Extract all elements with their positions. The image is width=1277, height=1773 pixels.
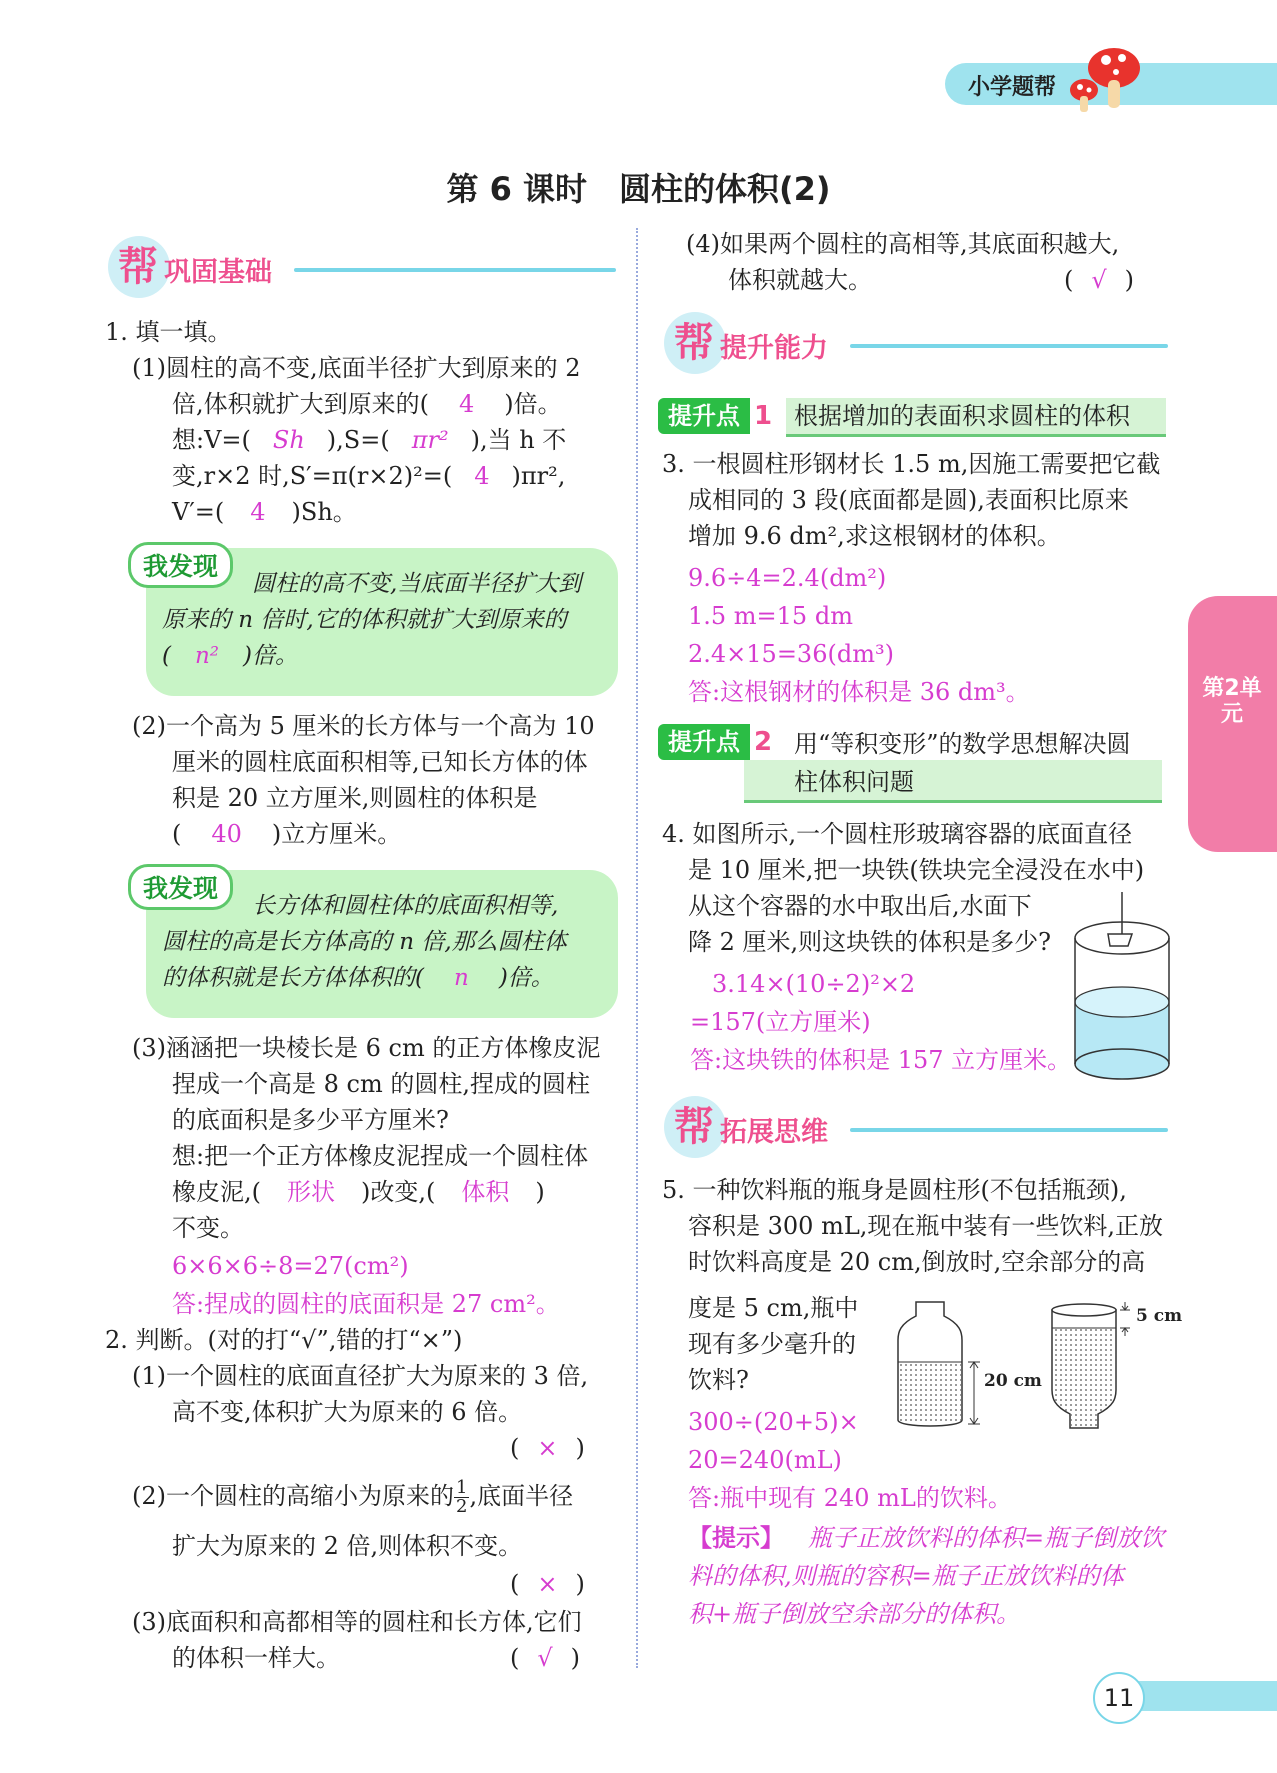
discovery-line: 的体积就是长方体体积的( n )倍。: [162, 965, 554, 991]
discovery-label: 我发现: [128, 542, 233, 588]
discovery-line: 长方体和圆柱体的底面积相等,: [252, 893, 559, 919]
glass-container-icon: [1070, 890, 1174, 1080]
judge-mark: √: [537, 1644, 553, 1672]
section-header-improve: [664, 312, 1168, 374]
page-number: 11: [1093, 1672, 1145, 1724]
discovery-line: 圆柱的高不变,当底面半径扩大到: [252, 571, 582, 597]
section-title: 拓展思维: [720, 1117, 828, 1148]
q1-3-line1: (3)涵涵把一块棱长是 6 cm 的正方体橡皮泥: [132, 1034, 601, 1062]
bang-icon: 帮: [674, 1104, 714, 1150]
q4-line4: 降 2 厘米,则这块铁的体积是多少?: [688, 928, 1052, 956]
q1-heading: 1. 填一填。: [105, 318, 232, 346]
section-rule: [850, 344, 1168, 348]
q2-1-line1: (1)一个圆柱的底面直径扩大为原来的 3 倍,: [132, 1362, 589, 1390]
tip-number: 2: [754, 727, 773, 757]
q2-2-line1: (2)一个圆柱的高缩小为原来的 $\frac{1}{2}$ ,底面半径: [132, 1477, 574, 1517]
q2-4-mark: ( √ ): [1064, 266, 1135, 294]
section-header-expand: [664, 1096, 1168, 1158]
bottle-label-5cm: 5 cm: [1136, 1306, 1183, 1326]
judge-mark: ×: [537, 1434, 558, 1462]
answer: 形状: [287, 1178, 335, 1206]
q5-hint-line2: 料的体积,则瓶的容积=瓶子正放饮料的体: [688, 1562, 1124, 1590]
discovery-label: 我发现: [128, 864, 233, 910]
q1-3-line4: 想:把一个正方体橡皮泥捏成一个圆柱体: [172, 1142, 589, 1170]
answer: 4: [474, 462, 490, 490]
section-header-consolidate: [108, 236, 616, 298]
q3-line3: 增加 9.6 dm²,求这根钢材的体积。: [688, 522, 1061, 550]
brand-name: 小学题帮: [968, 75, 1057, 100]
q1-1-line2: 倍,体积就扩大到原来的( 4 )倍。: [172, 390, 562, 418]
q1-2-line2: 厘米的圆柱底面积相等,已知长方体的体: [172, 748, 588, 776]
q3-calc1: 9.6÷4=2.4(dm²): [688, 564, 887, 592]
q3-answer: 答:这根钢材的体积是 36 dm³。: [688, 678, 1030, 706]
q1-3-line5: 橡皮泥,( 形状 )改变,( 体积 ): [172, 1178, 545, 1206]
q1-2-line1: (2)一个高为 5 厘米的长方体与一个高为 10: [132, 712, 595, 740]
tip-point-1: [658, 398, 1166, 436]
judge-mark: ×: [537, 1570, 558, 1598]
q3-line1: 3. 一根圆柱形钢材长 1.5 m,因施工需要把它截: [662, 450, 1161, 478]
discovery-line: ( n² )倍。: [162, 643, 299, 669]
tip-point-2: [658, 724, 1168, 802]
q4-calc1: 3.14×(10÷2)²×2: [712, 970, 916, 998]
q4-answer: 答:这块铁的体积是 157 立方厘米。: [690, 1046, 1072, 1074]
q1-2-line4: ( 40 )立方厘米。: [172, 820, 402, 848]
q3-calc3: 2.4×15=36(dm³): [688, 640, 894, 668]
answer: Sh: [272, 426, 305, 454]
answer: πr²: [411, 426, 449, 454]
q2-3-mark: ( √ ): [510, 1644, 581, 1672]
answer: 40: [211, 820, 242, 848]
tip-number: 1: [754, 401, 773, 431]
q2-4-line1: (4)如果两个圆柱的高相等,其底面积越大,: [686, 230, 1120, 258]
bang-icon: 帮: [118, 244, 158, 290]
fraction: $\frac{1}{2}$: [456, 1477, 468, 1517]
q5-line2: 容积是 300 mL,现在瓶中装有一些饮料,正放: [688, 1212, 1164, 1240]
section-title: 巩固基础: [164, 257, 272, 288]
q5-answer: 答:瓶中现有 240 mL的饮料。: [688, 1484, 1012, 1512]
q1-3-answer: 答:捏成的圆柱的底面积是 27 cm²。: [172, 1290, 560, 1318]
column-divider: [636, 228, 638, 1668]
q1-1-line4: 变,r×2 时,S′=π(r×2)²=( 4 )πr²,: [172, 462, 566, 490]
q5-calc2: 20=240(mL): [688, 1446, 842, 1474]
q2-4-line2: 体积就越大。: [728, 266, 872, 294]
q4-line1: 4. 如图所示,一个圆柱形玻璃容器的底面直径: [662, 820, 1133, 848]
q1-1-line1: (1)圆柱的高不变,底面半径扩大到原来的 2: [132, 354, 581, 382]
q2-2-mark: ( × ): [510, 1570, 585, 1598]
q2-heading: 2. 判断。(对的打“√”,错的打“×”): [105, 1326, 463, 1354]
q5-line6: 饮料?: [688, 1366, 749, 1394]
q4-calc2: =157(立方厘米): [690, 1008, 871, 1036]
q5-line5: 现有多少毫升的: [688, 1330, 856, 1358]
judge-mark: √: [1091, 266, 1107, 294]
answer: n: [453, 965, 469, 991]
q5-calc1: 300÷(20+5)×: [688, 1408, 859, 1436]
bang-icon: 帮: [674, 320, 714, 366]
q4-line2: 是 10 厘米,把一块铁(铁块完全浸没在水中): [688, 856, 1145, 884]
q2-3-line2: 的体积一样大。: [172, 1644, 340, 1672]
tip-text: 用“等积变形”的数学思想解决圆: [794, 730, 1131, 758]
section-title: 提升能力: [720, 333, 828, 364]
discovery-line: 圆柱的高是长方体高的 n 倍,那么圆柱体: [162, 929, 567, 955]
page-title: 第 6 课时 圆柱的体积(2): [446, 170, 831, 208]
q1-3-line2: 捏成一个高是 8 cm 的圆柱,捏成的圆柱: [172, 1070, 590, 1098]
q5-line1: 5. 一种饮料瓶的瓶身是圆柱形(不包括瓶颈),: [662, 1176, 1127, 1204]
q1-1-line5: V′=( 4 )Sh。: [172, 498, 357, 526]
q3-line2: 成相同的 3 段(底面都是圆),表面积比原来: [688, 486, 1129, 514]
tip-label: 提升点: [658, 724, 750, 760]
answer: 体积: [461, 1178, 510, 1206]
q5-line3: 时饮料高度是 20 cm,倒放时,空余部分的高: [688, 1248, 1146, 1276]
answer: 4: [250, 498, 266, 526]
discovery-line: 原来的 n 倍时,它的体积就扩大到原来的: [162, 607, 567, 633]
q1-3-calc: 6×6×6÷8=27(cm²): [172, 1252, 409, 1280]
q1-1-line3: 想:V=( Sh ),S=( πr² ),当 h 不: [172, 426, 567, 454]
q4-line3: 从这个容器的水中取出后,水面下: [688, 892, 1032, 920]
unit-tab-label: 第2单元: [1202, 676, 1262, 727]
q5-line4: 度是 5 cm,瓶中: [688, 1294, 859, 1322]
tip-text: 柱体积问题: [794, 768, 914, 796]
tip-label: 提升点: [658, 398, 750, 434]
answer: 4: [459, 390, 475, 418]
q2-3-line1: (3)底面积和高都相等的圆柱和长方体,它们: [132, 1608, 582, 1636]
section-rule: [294, 268, 616, 272]
q1-3-line3: 的底面积是多少平方厘米?: [172, 1106, 449, 1134]
q1-3-line6: 不变。: [172, 1214, 244, 1242]
q2-1-mark: ( × ): [510, 1434, 585, 1462]
bottle-diagram-icon: [884, 1298, 1174, 1434]
q5-hint-line3: 积+瓶子倒放空余部分的体积。: [688, 1600, 1021, 1628]
q5-hint-line1: 【提示】 瓶子正放饮料的体积=瓶子倒放饮: [688, 1523, 1165, 1552]
q3-calc2: 1.5 m=15 dm: [688, 602, 853, 630]
q1-2-line3: 积是 20 立方厘米,则圆柱的体积是: [172, 784, 538, 812]
bottle-label-20cm: 20 cm: [984, 1371, 1042, 1391]
q2-1-line2: 高不变,体积扩大为原来的 6 倍。: [172, 1398, 523, 1426]
section-rule: [850, 1128, 1168, 1132]
q2-2-line2: 扩大为原来的 2 倍,则体积不变。: [172, 1532, 523, 1560]
hint-label: 【提示】: [688, 1523, 784, 1552]
mushroom-logo-icon: [1064, 46, 1144, 116]
tip-text: 根据增加的表面积求圆柱的体积: [794, 402, 1130, 430]
answer: n²: [194, 643, 220, 669]
